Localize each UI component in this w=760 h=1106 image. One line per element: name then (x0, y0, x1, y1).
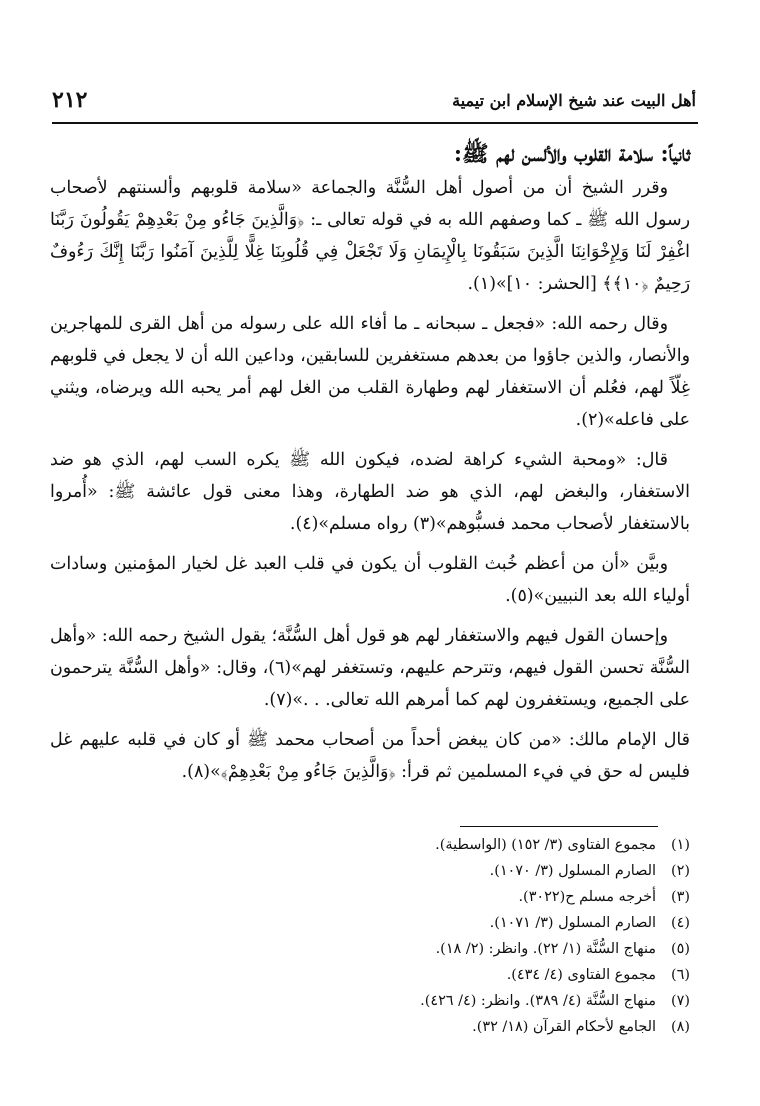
footnote-text: الصارم المسلول (٣/ ١٠٧٠). (489, 863, 656, 879)
footnote-text: مجموع الفتاوى (٣/ ١٥٢) (الواسطية). (435, 837, 656, 853)
footnote-text: منهاج السُّنَّة (١/ ٢٢). وانظر: (٢/ ١٨). (435, 941, 656, 957)
paragraph: وبيَّن «أن من أعظم خُبث القلوب أن يكون في قلب العبد غل لخيار المؤمنين وسادات أولياء الله بعد النبيين»(٥). (50, 554, 690, 606)
footnote-number: (٦) (671, 967, 690, 983)
footnote-text: الجامع لأحكام القرآن (١٨/ ٣٢). (472, 1019, 656, 1035)
page-header (52, 80, 696, 120)
footnote-number: (٨) (671, 1019, 690, 1035)
footnote-number: (٥) (671, 941, 690, 957)
footnote (60, 962, 690, 988)
paragraph: وقال رحمه الله: «فجعل ـ سبحانه ـ ما أفاء الله على رسوله من أهل القرى للمهاجرين والأنصار، والذين جاؤوا من بعدهم مستغفرين للسابقين، وداعين الله أن لا يجعل في قلوبهم غِلّاً لهم، فعُلم أن الاستغفار لهم وطهارة القلب من الغل لهم أمر يحبه الله ويرضاه، ويثني على فاعله»(٢). (50, 314, 690, 430)
footnote-text: الصارم المسلول (٣/ ١٠٧١). (489, 915, 656, 931)
footnote (60, 936, 690, 962)
footnote-text: منهاج السُّنَّة (٤/ ٣٨٩). وانظر: (٤/ ٤٢٦). (420, 993, 656, 1009)
footnotes (60, 832, 690, 1040)
paragraph: قال الإمام مالك: «من كان يبغض أحداً من أصحاب محمد ﷺ أو كان في قلبه عليهم غل فليس له حق في فيء المسلمين ثم قرأ: ﴿وَالَّذِينَ جَاءُو مِنْ بَعْدِهِمْ﴾»(٨). (50, 730, 690, 782)
running-title: أهل البيت عند شيخ الإسلام ابن تيمية (452, 90, 696, 110)
footnote (60, 832, 690, 858)
page-number: ٢١٢ (52, 87, 88, 113)
footnote (60, 910, 690, 936)
footnote-text: أخرجه مسلم ح(٣٠٢٢). (518, 889, 656, 905)
footnote-number: (٢) (671, 863, 690, 879)
footnote-rule (460, 826, 658, 827)
footnote-number: (٤) (671, 915, 690, 931)
main-text (50, 138, 690, 796)
footnote-number: (١) (671, 837, 690, 853)
footnote (60, 858, 690, 884)
paragraph: قال: «ومحبة الشيء كراهة لضده، فيكون الله ﷺ يكره السب لهم، الذي هو ضد الاستغفار، والبغض لهم، الذي هو ضد الطهارة، وهذا معنى قول عائشة ﷺ: «أُمروا بالاستغفار لأصحاب محمد فسبُّوهم»(٣) رواه مسلم»(٤). (50, 450, 690, 534)
footnote (60, 1014, 690, 1040)
paragraph: وإحسان القول فيهم والاستغفار لهم هو قول أهل السُّنَّة؛ يقول الشيخ رحمه الله: «وأهل السُّنَّة تحسن القول فيهم، وتترحم عليهم، وتستغفر لهم»(٦)، وقال: «وأهل السُّنَّة يترحمون على الجميع، ويستغفرون لهم كما أمرهم الله تعالى. . .»(٧). (50, 626, 690, 710)
paragraph: وقرر الشيخ أن من أصول أهل السُّنَّة والجماعة «سلامة قلوبهم وألسنتهم لأصحاب رسول الله ﷺ ـ كما وصفهم الله به في قوله تعالى ـ: ﴿وَالَّذِينَ جَاءُو مِنْ بَعْدِهِمْ يَقُولُونَ رَبَّنَا اغْفِرْ لَنَا وَلِإِخْوَانِنَا الَّذِينَ سَبَقُونَا بِالْإِيمَانِ وَلَا تَجْعَلْ فِي قُلُوبِنَا غِلًّا لِلَّذِينَ آمَنُوا رَبَّنَا إِنَّكَ رَءُوفٌ رَحِيمٌ ﴿١٠﴾﴾ [الحشر: ١٠]»(١). (50, 178, 690, 294)
footnote (60, 884, 690, 910)
footnote-number: (٣) (671, 889, 690, 905)
section-heading: ثانياً: سلامة القلوب والألسن لهم ﷺ: (453, 141, 690, 167)
footnote (60, 988, 690, 1014)
footnote-number: (٧) (671, 993, 690, 1009)
footnote-text: مجموع الفتاوى (٤/ ٤٣٤). (506, 967, 656, 983)
header-rule (52, 122, 698, 124)
